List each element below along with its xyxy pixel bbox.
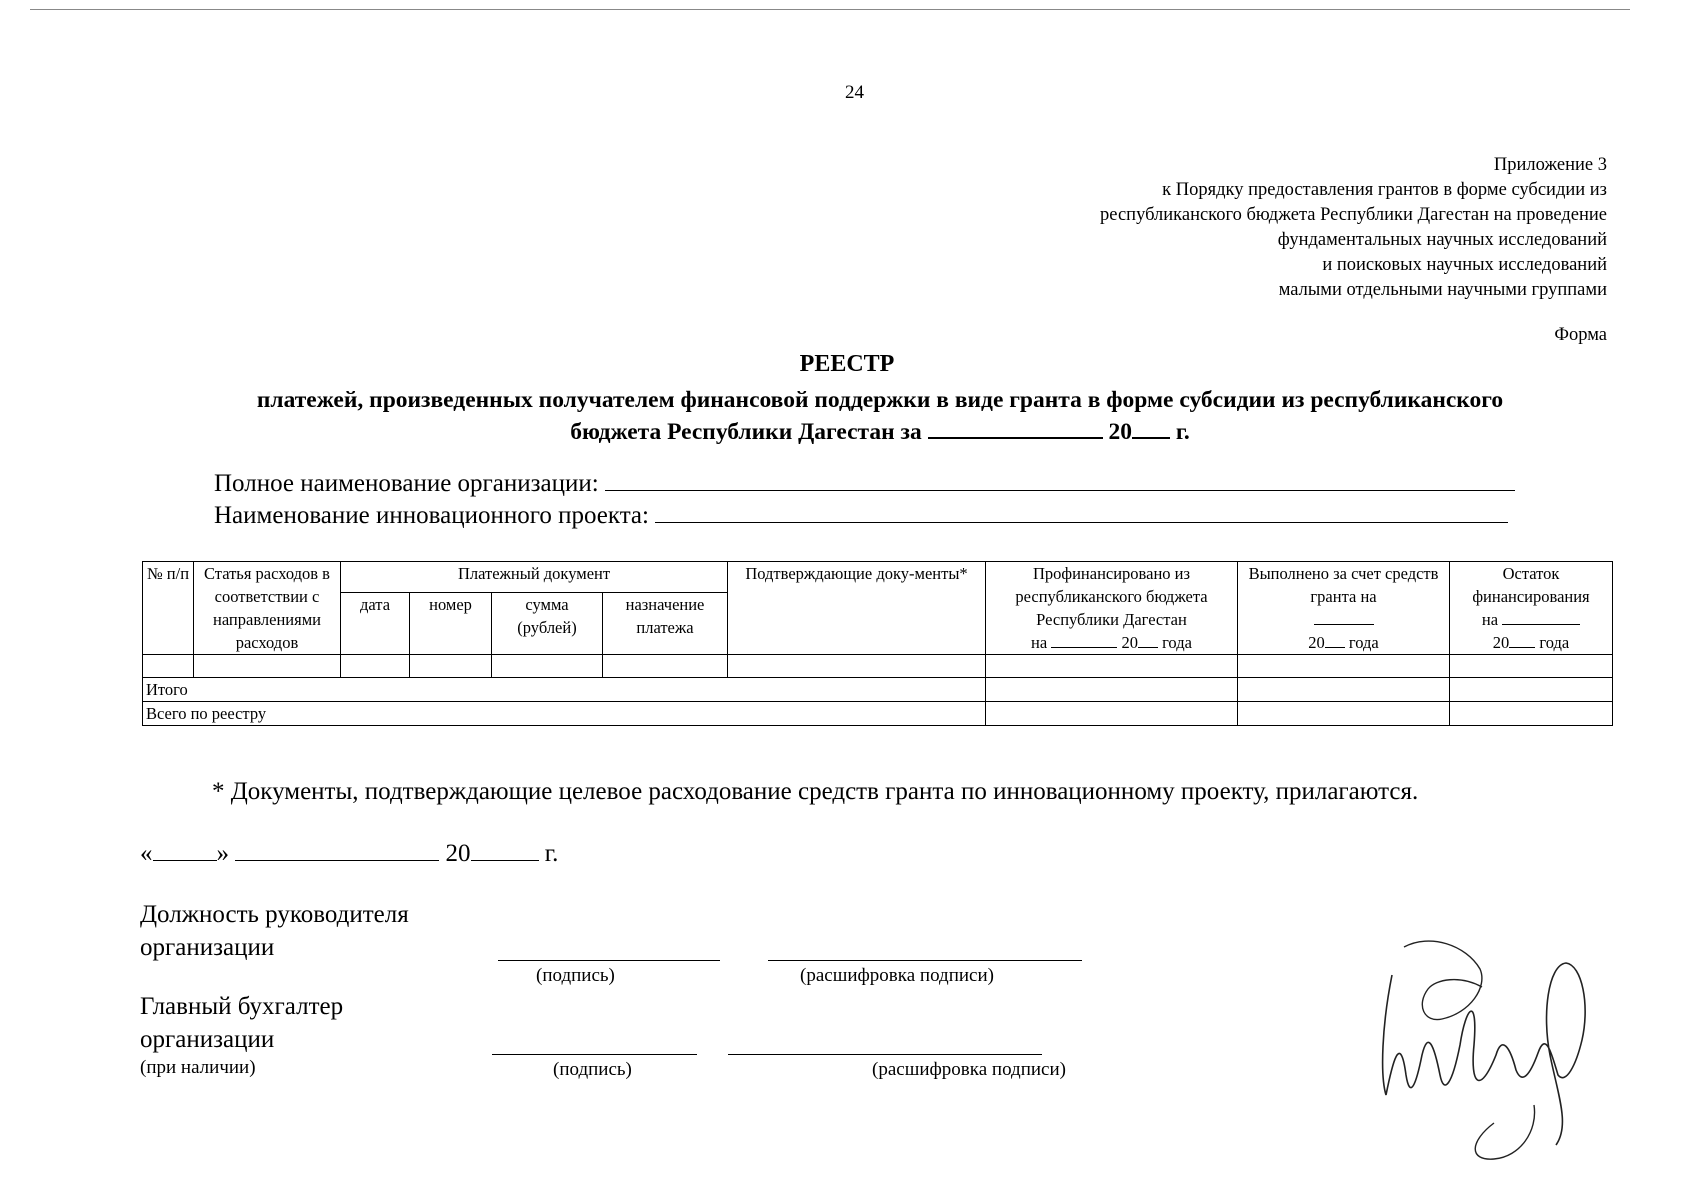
project-field <box>214 502 1508 530</box>
accountant-title <box>140 990 343 1056</box>
table-cell[interactable] <box>341 655 410 678</box>
year-blank-2[interactable] <box>471 840 539 861</box>
head-title <box>140 898 409 964</box>
appendix-line: республиканского бюджета Республики Дагестан на проведение <box>1100 205 1607 225</box>
total-financed-cell[interactable] <box>986 678 1238 702</box>
document-subtitle <box>150 384 1610 448</box>
total-row <box>143 678 1613 702</box>
accountant-line-1: Главный бухгалтер <box>140 993 344 1020</box>
grand-total-performed-cell[interactable] <box>1238 702 1450 726</box>
table-cell[interactable] <box>410 655 492 678</box>
year-blank[interactable] <box>1132 417 1170 439</box>
period-blank[interactable] <box>928 417 1103 439</box>
remainder-on: на <box>1481 610 1499 629</box>
organization-input-line[interactable] <box>605 472 1515 491</box>
header-payment-doc: Платежный документ <box>341 562 728 593</box>
financed-year: 20 <box>1121 633 1138 652</box>
grand-total-financed-cell[interactable] <box>986 702 1238 726</box>
header-article: Статья расходов в соответствии с направлениями расходов <box>194 562 341 655</box>
accountant-decoding-caption: (расшифровка подписи) <box>872 1059 1066 1080</box>
remainder-date-blank <box>1502 610 1580 625</box>
top-rule <box>30 9 1630 10</box>
date-suffix: г. <box>544 840 559 867</box>
day-blank[interactable] <box>153 840 217 861</box>
subtitle-year: 20 <box>1108 419 1132 445</box>
registry-table <box>142 561 1613 726</box>
footnote: * Документы, подтверждающие целевое расходование средств гранта по инновационному проекту, прилагаются. <box>212 778 1419 805</box>
header-num: № п/п <box>143 562 194 655</box>
subtitle-line-2 <box>150 416 1610 448</box>
accountant-decoding-line[interactable] <box>728 1054 1042 1055</box>
appendix-line: малыми отдельными научными группами <box>1278 280 1607 300</box>
total-remainder-cell[interactable] <box>1450 678 1613 702</box>
header-financed <box>986 562 1238 655</box>
table-cell[interactable] <box>728 655 986 678</box>
header-purpose: назначение платежа <box>603 593 728 655</box>
financed-date-blank <box>1051 633 1117 648</box>
month-blank[interactable] <box>235 840 439 861</box>
header-row-1 <box>143 562 1613 593</box>
remainder-year-blank <box>1509 633 1535 648</box>
accountant-line-2: организации <box>140 1026 275 1053</box>
page-number: 24 <box>845 82 864 103</box>
form-label: Форма <box>1554 325 1607 345</box>
remainder-year: 20 <box>1492 633 1510 652</box>
table-cell[interactable] <box>143 655 194 678</box>
performed-date-blank <box>1314 610 1374 625</box>
financed-year-word: года <box>1162 633 1192 652</box>
table-cell[interactable] <box>603 655 728 678</box>
remainder-text: Остаток финансирования <box>1472 564 1590 606</box>
project-label: Наименование инновационного проекта: <box>214 502 649 529</box>
performed-year-word: года <box>1348 633 1379 652</box>
appendix-line: Приложение 3 <box>1493 155 1607 175</box>
financed-text: Профинансировано из республиканского бюджета Республики Дагестан <box>1015 564 1208 629</box>
table-cell[interactable] <box>194 655 341 678</box>
head-title-line-1: Должность руководителя <box>140 901 409 928</box>
remainder-year-word: года <box>1539 633 1570 652</box>
accountant-signature-line[interactable] <box>492 1054 697 1055</box>
table-cell[interactable] <box>492 655 603 678</box>
head-signature-line[interactable] <box>498 960 720 961</box>
table-cell[interactable] <box>1238 655 1450 678</box>
open-quote: « <box>140 840 153 867</box>
subtitle-suffix: г. <box>1175 419 1190 445</box>
grand-total-label: Всего по реестру <box>143 702 986 726</box>
header-confirming-docs: Подтверждающие доку-менты* <box>728 562 986 655</box>
total-label: Итого <box>143 678 986 702</box>
header-date: дата <box>341 593 410 655</box>
document-title: РЕЕСТР <box>799 351 895 377</box>
header-remainder <box>1450 562 1613 655</box>
performed-text: Выполнено за счет средств гранта на <box>1248 564 1439 606</box>
grand-total-remainder-cell[interactable] <box>1450 702 1613 726</box>
accountant-note: (при наличии) <box>140 1057 256 1078</box>
appendix-block <box>1100 153 1607 303</box>
subtitle-prefix: бюджета Республики Дагестан за <box>570 419 922 445</box>
appendix-line: фундаментальных научных исследований <box>1277 230 1607 250</box>
organization-label: Полное наименование организации: <box>214 470 599 497</box>
head-decoding-line[interactable] <box>768 960 1082 961</box>
performed-year-blank <box>1325 633 1345 648</box>
performed-year: 20 <box>1308 633 1325 652</box>
accountant-signature-caption: (подпись) <box>553 1059 632 1080</box>
organization-field <box>214 470 1515 498</box>
table-cell[interactable] <box>986 655 1238 678</box>
grand-total-row <box>143 702 1613 726</box>
head-title-line-2: организации <box>140 934 275 961</box>
header-performed <box>1238 562 1450 655</box>
project-input-line[interactable] <box>655 504 1508 523</box>
financed-on: на <box>1031 633 1048 652</box>
handwritten-signature <box>1370 935 1600 1165</box>
subtitle-line-1: платежей, произведенных получателем финансовой поддержки в виде гранта в форме субсидии из республиканского <box>256 387 1504 413</box>
table-row <box>143 655 1613 678</box>
header-sum: сумма (рублей) <box>492 593 603 655</box>
table-cell[interactable] <box>1450 655 1613 678</box>
header-number: номер <box>410 593 492 655</box>
close-quote: » <box>216 840 229 867</box>
head-signature-caption: (подпись) <box>536 965 615 986</box>
date-year: 20 <box>445 840 471 867</box>
total-performed-cell[interactable] <box>1238 678 1450 702</box>
financed-year-blank <box>1138 633 1158 648</box>
appendix-line: и поисковых научных исследований <box>1322 255 1607 275</box>
appendix-line: к Порядку предоставления грантов в форме субсидии из <box>1162 180 1607 200</box>
head-decoding-caption: (расшифровка подписи) <box>800 965 994 986</box>
date-line <box>140 840 558 868</box>
